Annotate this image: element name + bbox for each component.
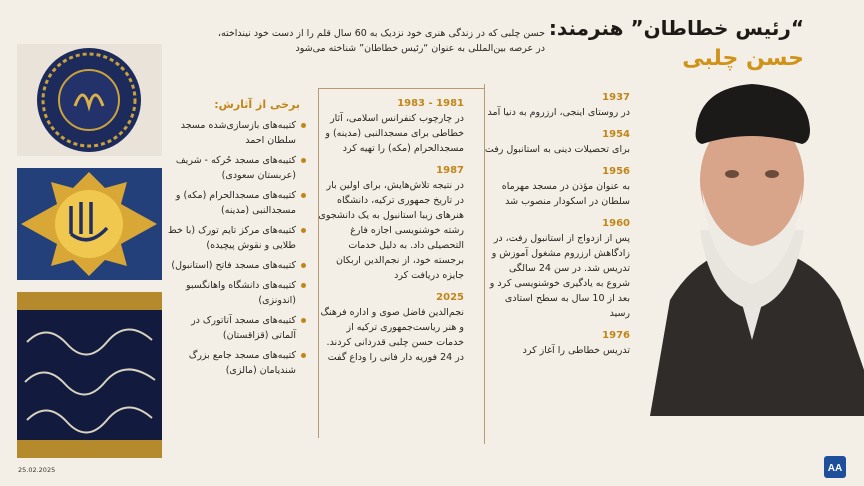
- timeline-year: 2025: [436, 292, 464, 303]
- works-item: کتیبه‌های مسجد حُرکه - شریف (عربستان سعودی): [166, 153, 306, 183]
- calligraphy-medallion-image: [17, 44, 162, 156]
- works-item: کتیبه‌های دانشگاه واهانگسبو (اندونزی): [166, 278, 306, 308]
- timeline-text: به عنوان مؤذن در مسجد مهرماه سلطان در اسکودار منصوب شد: [501, 181, 630, 207]
- timeline-text: تدریس خطاطی را آغاز کرد: [522, 345, 630, 356]
- works-item: کتیبه‌های بازسازی‌شده مسجد سلطان احمد: [166, 118, 306, 148]
- timeline-text: پس از ازدواج از استانبول رفت، در زادگاهش ارزروم مشغول آموزش و تدریس شد. در سن 24 سالگی شروع به یادگیری خوشنویسی کرد و بعد از 10 سال به سطح استادی رسید: [489, 233, 630, 319]
- timeline-text: در روستای اینجی، ارزروم به دنیا آمد: [487, 107, 630, 118]
- works-item: کتیبه‌های مسجد جامع بزرگ شندیامان (مالزی): [166, 348, 306, 378]
- timeline-year: 1956: [602, 166, 630, 177]
- date-stamp: 25.02.2025: [18, 466, 56, 474]
- aa-logo-icon: [824, 456, 846, 478]
- works-item: کتیبه‌های مرکز تایم تورک (با خط طلایی و نقوش پیچیده): [166, 223, 306, 253]
- timeline-year: 1954: [602, 129, 630, 140]
- calligraphy-allah-image: [17, 168, 162, 280]
- timeline-text: نجم‌الدین فاضل صوی و اداره فرهنگ و هنر ریاست‌جمهوری ترکیه از خدمات حسن چلبی قدردانی کردند. در 24 فوریه دار فانی را وداع گفت: [320, 307, 464, 363]
- works-item: کتیبه‌های مسجد آتاتورک در آلماتی (قزاقستان): [166, 313, 306, 343]
- works-item: کتیبه‌های مسجدالحرام (مکه) و مسجدالنبی (مدینه): [166, 188, 306, 218]
- portrait-photo: [640, 70, 864, 416]
- timeline-year: 1976: [602, 330, 630, 341]
- works-title: برخی از آثارش:: [214, 98, 300, 111]
- timeline-year: 1987: [436, 165, 464, 176]
- page-subtitle: حسن چلبی: [682, 46, 804, 71]
- calligraphy-inscription-image: [17, 292, 162, 458]
- timeline-text: در چارچوب کنفرانس اسلامی، آثار خطاطی برای مسجدالنبی (مدینه) و مسجدالحرام (مکه) را تهیه کرد: [325, 113, 464, 154]
- works-item: کتیبه‌های مسجد فاتح (استانبول): [166, 258, 306, 273]
- timeline-year: 1960: [602, 218, 630, 229]
- timeline-middle: [318, 96, 464, 372]
- page-title: “رئیس خطاطان” هنرمند:: [548, 16, 804, 40]
- intro-text: حسن چلبی که در زندگی هنری خود نزدیک به 60 سال قلم را از دست خود نینداخته، در عرصه بین‌المللی به عنوان “رئیس خطاطان” شناخته می‌شود: [217, 28, 545, 54]
- timeline-text: برای تحصیلات دینی به استانبول رفت: [484, 144, 630, 155]
- timeline-right: [484, 90, 630, 365]
- timeline-year: 1937: [602, 92, 630, 103]
- logo-text: AA: [827, 463, 843, 474]
- timeline-year: 1981 - 1983: [397, 98, 464, 109]
- timeline-text: در نتیجه تلاش‌هایش، برای اولین بار در تاریخ جمهوری ترکیه، دانشگاه هنرهای زیبا استانبول به یک دانشجوی رشته خوشنویسی اجازه فارغ التحصیلی داد. به دلیل خدمات برجسته خود، از نجم‌الدین اربکان جایزه دریافت کرد: [318, 180, 464, 281]
- works-list: [166, 118, 306, 383]
